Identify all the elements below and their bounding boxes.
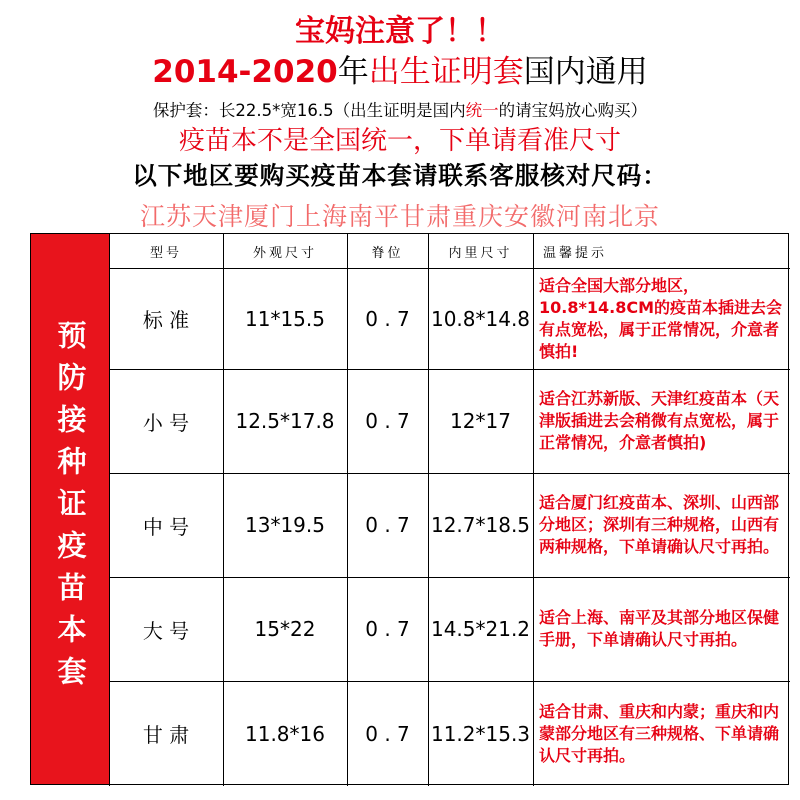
row-2-inner: 12*17 (450, 409, 511, 433)
header-inner: 内里尺寸 (448, 245, 513, 261)
vaccine-book-warning: 疫苗本不是全国统一，下单请看准尺寸 (178, 126, 621, 156)
row-5-model: 甘 肃 (142, 723, 190, 747)
header-outer: 外观尺寸 (252, 245, 317, 261)
row-4-spine: 0 . 7 (365, 617, 410, 641)
row-1-outer: 11*15.5 (245, 306, 325, 331)
row-1-inner: 10.8*14.8 (430, 306, 531, 331)
row-4-model: 大 号 (142, 618, 190, 643)
row-4-tip: 适合上海、南平及其部分地区保健手册，下单请确认尺寸再拍。 (539, 608, 780, 649)
header-model: 型号 (149, 245, 182, 261)
row-2-tip: 适合江苏新版、天津红疫苗本（天津版插进去会稍微有点宽松，属于正常情况，介意者慎拍) (539, 389, 780, 452)
warning-title: 宝妈注意了！！ (295, 14, 505, 49)
row-5-outer: 11.8*16 (245, 721, 325, 746)
column-divider (533, 234, 534, 786)
row-5-tip: 适合甘肃、重庆和内蒙；重庆和内蒙部分地区有三种规格、下单请确认尺寸再拍。 (539, 701, 780, 765)
row-2-model: 小 号 (142, 410, 190, 435)
row-3-inner: 12.7*18.5 (430, 513, 531, 537)
side-banner (31, 234, 109, 784)
row-5-spine: 0 . 7 (365, 721, 410, 746)
size-table (30, 233, 789, 785)
row-divider (109, 473, 790, 474)
row-divider (109, 268, 790, 269)
row-2-spine: 0 . 7 (365, 409, 410, 433)
row-5-inner: 11.2*15.3 (430, 721, 531, 746)
column-divider (109, 234, 110, 786)
row-divider (109, 369, 790, 370)
product-scope: 国内通用 (523, 54, 648, 90)
row-3-model: 中 号 (142, 514, 190, 539)
row-1-model: 标 准 (142, 308, 190, 332)
region-list: 江苏天津厦门上海南平甘肃重庆安徽河南北京 (139, 202, 660, 231)
header-tip: 温馨提示 (543, 245, 608, 261)
row-2-outer: 12.5*17.8 (235, 409, 335, 433)
row-1-spine: 0 . 7 (365, 306, 410, 331)
column-divider (428, 234, 429, 786)
side-banner-title: 预防接种证疫苗本套 (53, 320, 88, 698)
row-4-inner: 14.5*21.2 (430, 617, 531, 641)
cover-size-suffix: 的请宝妈放心购买） (498, 101, 648, 120)
product-year-char: 年 (337, 54, 369, 90)
column-divider (347, 234, 348, 786)
row-divider (109, 681, 790, 682)
row-4-outer: 15*22 (254, 617, 316, 641)
cover-size-highlight: 统一 (465, 101, 499, 120)
product-name: 出生证明套 (368, 54, 524, 90)
row-3-spine: 0 . 7 (365, 513, 410, 537)
row-divider (109, 577, 790, 578)
row-3-outer: 13*19.5 (245, 513, 325, 537)
row-3-tip: 适合厦门红疫苗本、深圳、山西部分地区；深圳有三种规格，山西有两种规格，下单请确认尺寸再拍。 (539, 493, 780, 556)
cover-size-prefix: 保护套：长22.5*宽16.5（出生证明是国内 (152, 101, 466, 120)
row-1-tip: 适合全国大部分地区，10.8*14.8CM的疫苗本插进去会有点宽松，属于正常情况，介意者慎拍! (539, 275, 782, 361)
column-divider (223, 234, 224, 786)
contact-service-note: 以下地区要购买疫苗本套请联系客服核对尺码： (132, 161, 668, 190)
product-title (0, 46, 800, 91)
header-spine: 脊位 (371, 245, 404, 261)
product-years: 2014-2020 (152, 54, 338, 90)
cover-size-note (0, 97, 800, 121)
